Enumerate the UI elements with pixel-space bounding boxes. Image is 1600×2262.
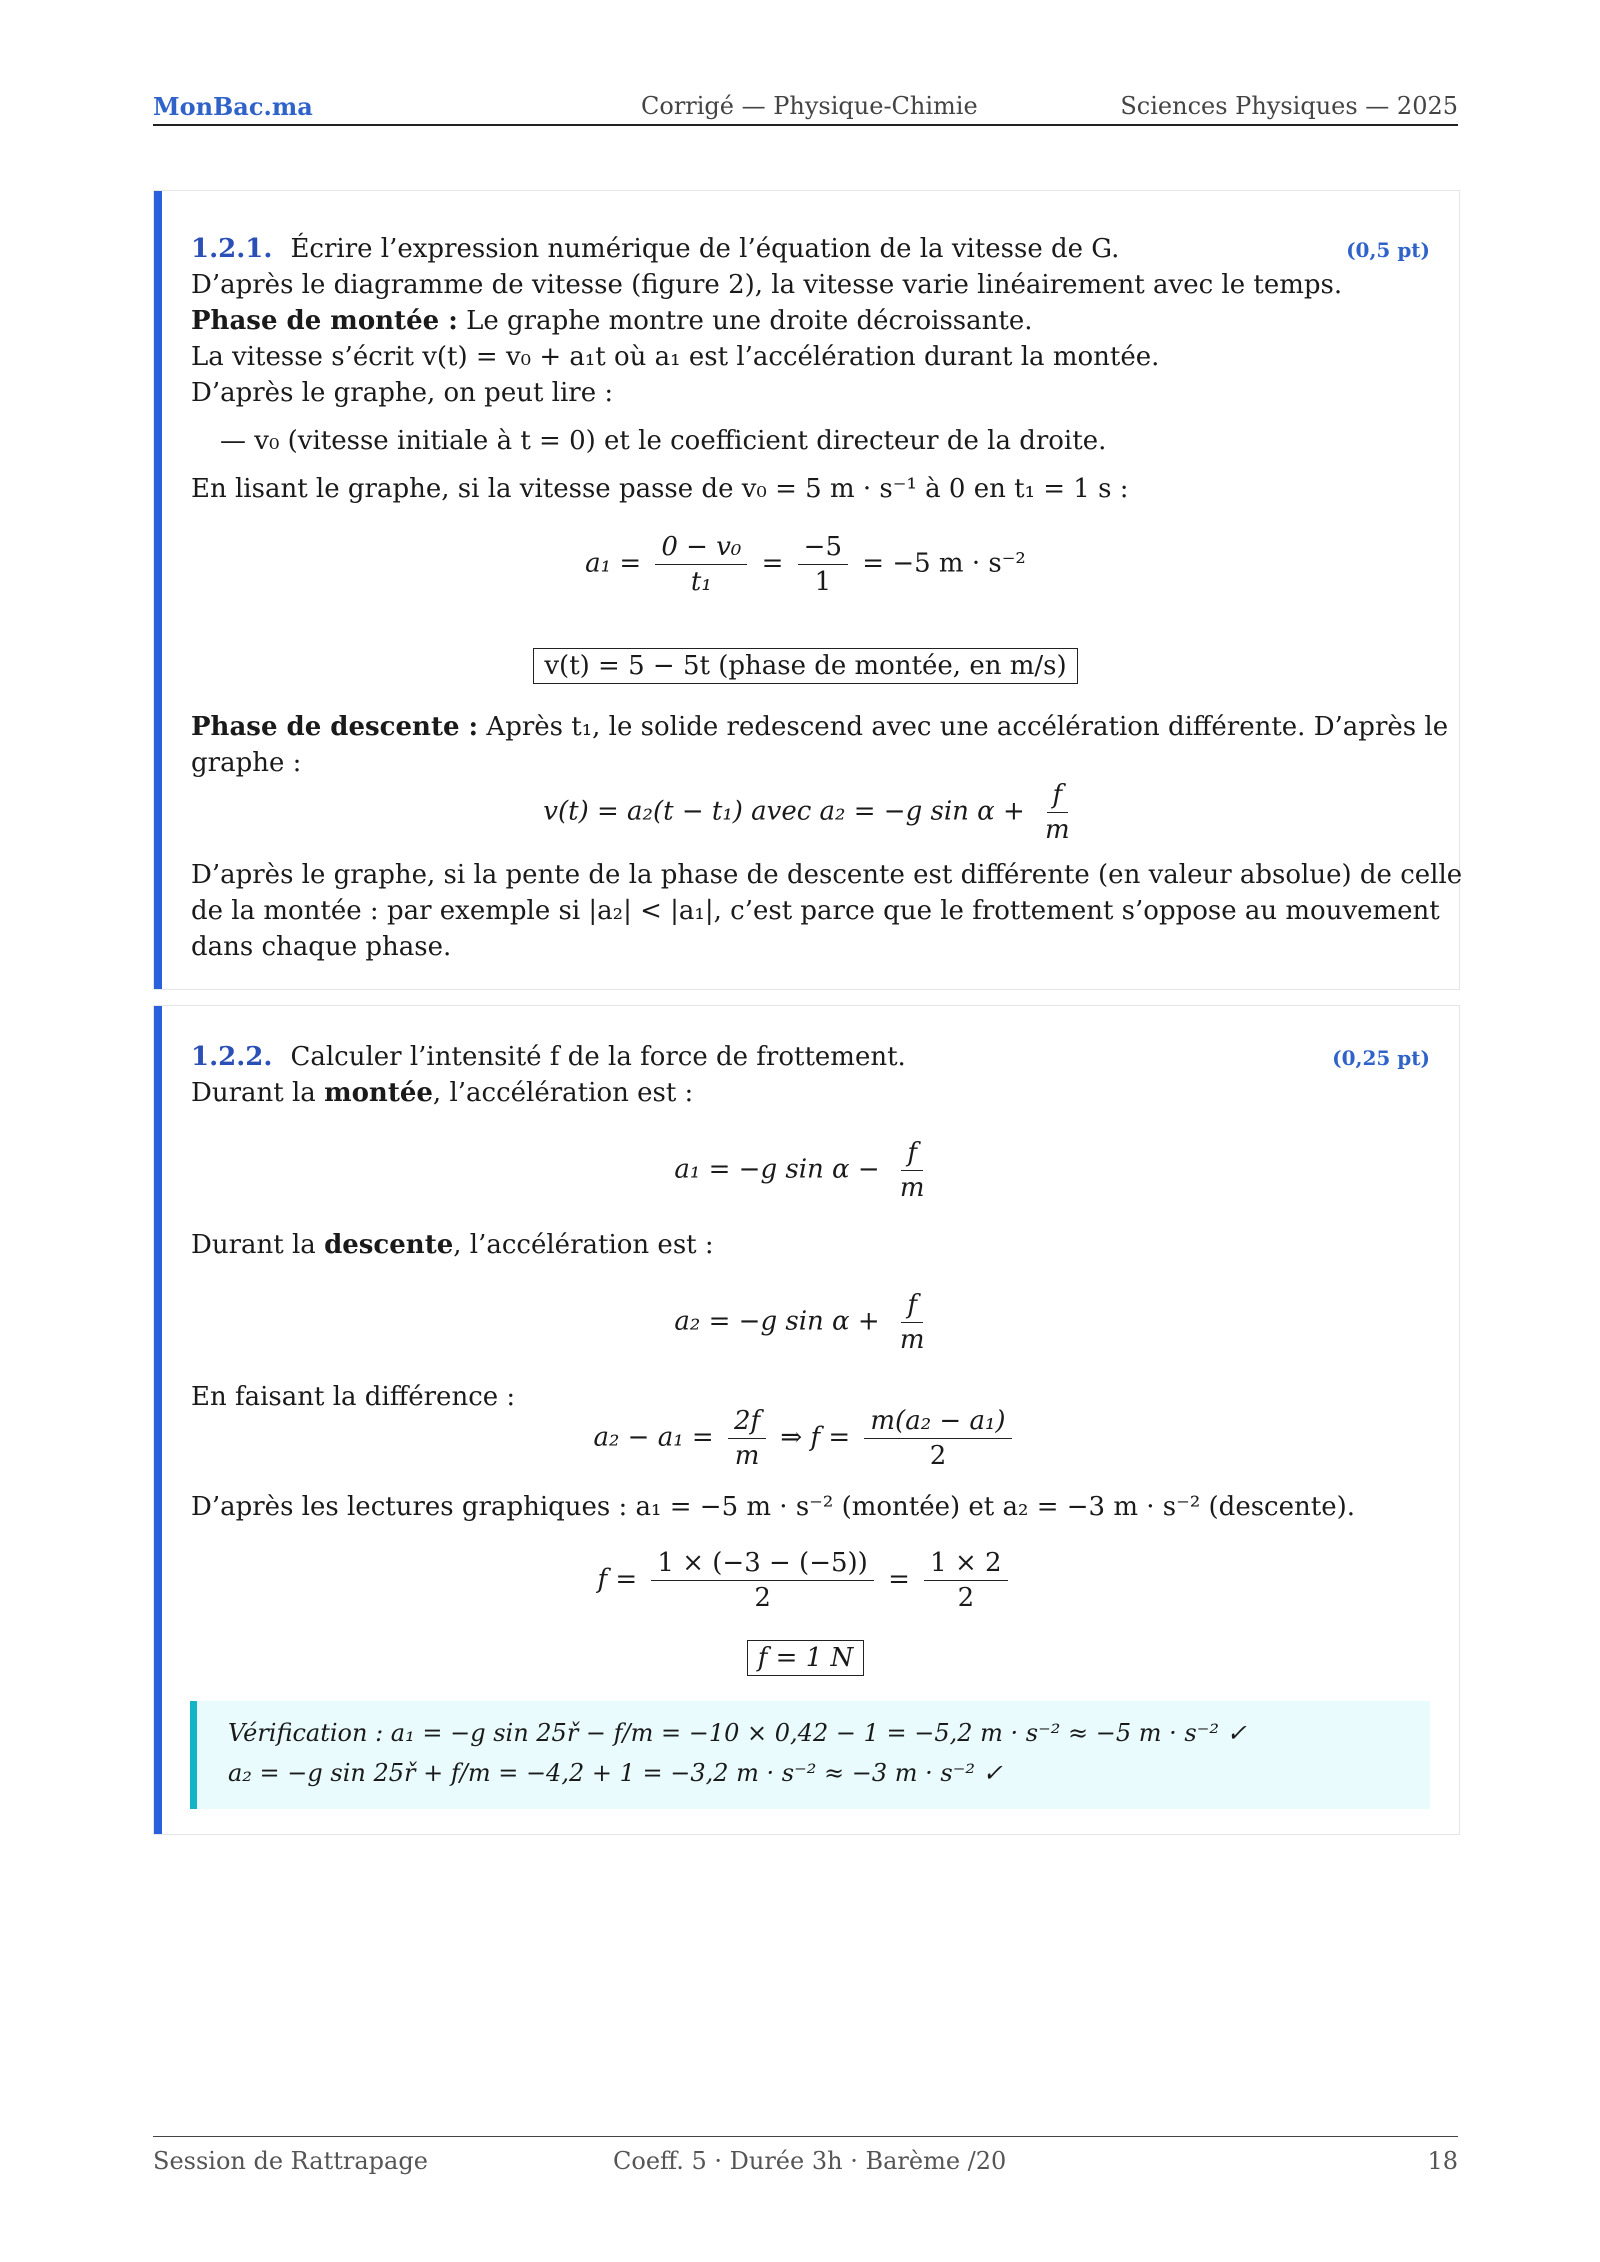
q2-l1c: , l’accélération est : xyxy=(432,1078,694,1108)
q1-frac1-num: 0 − v₀ xyxy=(655,530,747,565)
q1-equation-a1: a₁ = $\frac{\text{0 − v₀}}{\text{t₁}}$ = $\frac{-5}{1}$ = −5 m · s⁻² xyxy=(585,532,1026,597)
q1-line-1: D’après le diagramme de vitesse (figure 2), la vitesse varie linéairement avec le temps. xyxy=(191,270,1343,300)
q2-eq4-fraction-2 xyxy=(924,1546,1007,1615)
page-number: 18 xyxy=(1427,2147,1458,2175)
q2-result-box: f = 1 N xyxy=(747,1640,865,1676)
q1-frac2-den: 1 xyxy=(814,567,832,597)
q1-fraction-2 xyxy=(798,530,848,599)
q2-l2a: Durant la xyxy=(191,1230,325,1260)
q1-boxed-result xyxy=(153,648,1458,684)
q1-line-3: La vitesse s’écrit v(t) = v₀ + a₁t où a₁ est l’accélération durant la montée. xyxy=(191,342,1160,372)
q2-l1b: montée xyxy=(324,1078,433,1108)
q2-eq3-den2: 2 xyxy=(929,1441,947,1471)
q2-eq3-lhs: a₂ − a₁ = xyxy=(593,1422,714,1453)
q2-eq3-num2: m(a₂ − a₁) xyxy=(864,1404,1011,1439)
q1-title-line xyxy=(191,232,1119,266)
q1-eq2-lhs: v(t) = a₂(t − t₁) avec a₂ = −g sin α + xyxy=(543,796,1025,827)
q2-eq2-num: f xyxy=(901,1288,923,1323)
q2-boxed-result xyxy=(153,1640,1458,1676)
q2-eq4-fraction-1 xyxy=(651,1546,873,1615)
q1-line-6: En lisant le graphe, si la vitesse passe de v₀ = 5 m · s⁻¹ à 0 en t₁ = 1 s : xyxy=(191,474,1129,504)
brand-logo-text[interactable]: MonBac.ma xyxy=(153,92,313,121)
q2-eq1-lhs: a₁ = −g sin α − xyxy=(674,1154,880,1185)
q2-eq1-fraction xyxy=(894,1136,931,1205)
q2-eq2-lhs: a₂ = −g sin α + xyxy=(674,1306,880,1337)
q2-eq2-den: m xyxy=(899,1325,925,1355)
q2-eq3-fraction-2 xyxy=(864,1404,1011,1473)
q2-line-1 xyxy=(191,1076,693,1110)
q2-eq4-den1: 2 xyxy=(754,1583,771,1613)
header-title: Corrigé — Physique-Chimie xyxy=(641,92,978,120)
q1-list-item: — v₀ (vitesse initiale à t = 0) et le coefficient directeur de la droite. xyxy=(220,426,1107,456)
q2-eq2-fraction xyxy=(894,1288,931,1357)
q1-line-10: de la montée : par exemple si |a₂| < |a₁|, c’est parce que le frottement s’oppose au mouvement xyxy=(191,896,1440,926)
page-header xyxy=(153,88,1458,126)
q1-line-2-text: Le graphe montre une droite décroissante. xyxy=(457,306,1033,336)
q2-equation-a1 xyxy=(153,1136,1458,1205)
verification-callout xyxy=(190,1701,1430,1809)
page-footer xyxy=(153,2136,1458,2175)
q1-line-8: graphe : xyxy=(191,748,302,778)
q2-l1a: Durant la xyxy=(191,1078,325,1108)
q2-eq4-num2: 1 × 2 xyxy=(924,1546,1007,1581)
q1-fraction-1 xyxy=(655,530,747,599)
q1-phase-montee-label: Phase de montée : xyxy=(191,306,458,336)
q2-title-line xyxy=(191,1040,906,1074)
q1-line-4: D’après le graphe, on peut lire : xyxy=(191,378,614,408)
q2-line-4: D’après les lectures graphiques : a₁ = −5 m · s⁻² (montée) et a₂ = −3 m · s⁻² (descente). xyxy=(191,1492,1355,1522)
q1-points: (0,5 pt) xyxy=(1346,238,1430,262)
q1-title: Écrire l’expression numérique de l’équation de la vitesse de G. xyxy=(290,234,1120,264)
verif-line-2: a₂ = −g sin 25ř + f/m = −4,2 + 1 = −3,2 m · s⁻² ≈ −3 m · s⁻² ✓ xyxy=(228,1759,1003,1787)
q2-eq4-num1: 1 × (−3 − (−5)) xyxy=(651,1546,873,1581)
q1-line-11: dans chaque phase. xyxy=(191,932,452,962)
q2-l2c: , l’accélération est : xyxy=(453,1230,714,1260)
q2-number: 1.2.2. xyxy=(191,1042,273,1072)
verif-line-1: Vérification : a₁ = −g sin 25ř − f/m = −10 × 0,42 − 1 = −5,2 m · s⁻² ≈ −5 m · s⁻² ✓ xyxy=(228,1719,1247,1747)
q2-eq3-num: 2f xyxy=(728,1404,766,1439)
q1-eq-rhs: = −5 m · s⁻² xyxy=(862,548,1026,579)
q2-l2b: descente xyxy=(324,1230,454,1260)
q1-eq2-den: m xyxy=(1045,815,1070,845)
q2-eq3-fraction-1 xyxy=(728,1404,766,1473)
q2-title: Calculer l’intensité f de la force de frottement. xyxy=(290,1042,906,1072)
q1-phase-descente-label: Phase de descente : xyxy=(191,712,479,742)
q1-equation-v-descente xyxy=(160,778,1465,847)
q2-points: (0,25 pt) xyxy=(1332,1046,1430,1070)
q1-eq2-num: f xyxy=(1047,778,1069,813)
q1-line-7 xyxy=(191,710,1448,744)
q2-eq3-implies: ⇒ f = xyxy=(780,1422,851,1453)
q2-line-2 xyxy=(191,1228,714,1262)
q1-line-7-text: Après t₁, le solide redescend avec une accélération différente. D’après le xyxy=(478,712,1449,742)
q1-number: 1.2.1. xyxy=(191,234,273,264)
q2-equation-difference xyxy=(153,1404,1458,1473)
q2-equation-a2 xyxy=(153,1288,1458,1357)
q2-eq3-den: m xyxy=(734,1441,760,1471)
q1-frac1-den: t₁ xyxy=(690,567,712,597)
footer-session: Session de Rattrapage xyxy=(153,2147,428,2175)
q1-boxed-equation: v(t) = 5 − 5t (phase de montée, en m/s) xyxy=(533,648,1077,684)
q1-line-9: D’après le graphe, si la pente de la phase de descente est différente (en valeur absolue) de celle xyxy=(191,860,1463,890)
q2-eq1-den: m xyxy=(899,1173,925,1203)
q1-eq-lhs: a₁ = xyxy=(585,548,642,579)
q2-equation-f: f = $\frac{1 \times (-3 - (-5))}{2}$ = $\frac{1 \times 2}{2}$ xyxy=(153,1546,1458,1615)
q2-eq4-den2: 2 xyxy=(957,1583,975,1613)
header-subject: Sciences Physiques — 2025 xyxy=(1120,92,1458,120)
q2-line-3: En faisant la différence : xyxy=(191,1382,516,1412)
q1-eq2-fraction xyxy=(1039,778,1076,847)
q1-line-2 xyxy=(191,304,1033,338)
q2-eq1-num: f xyxy=(901,1136,923,1171)
q2-eq4-lhs: f = xyxy=(597,1564,638,1595)
footer-meta: Coeff. 5 · Durée 3h · Barème /20 xyxy=(613,2147,1007,2175)
q1-frac2-num: −5 xyxy=(798,530,848,565)
